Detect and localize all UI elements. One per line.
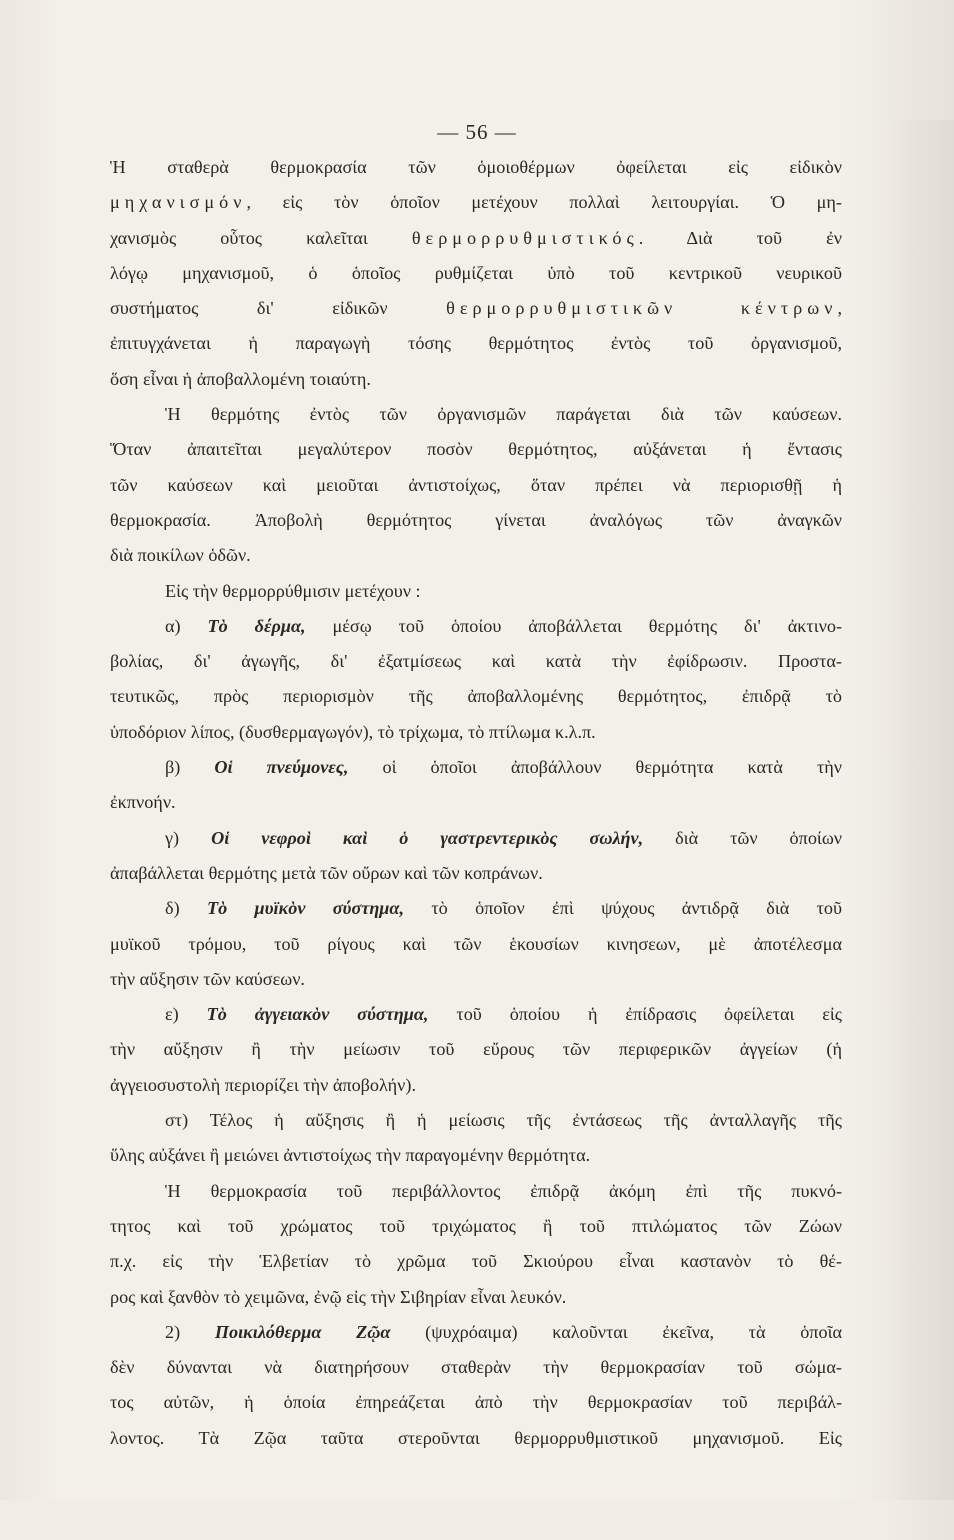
text-line [110, 1421, 842, 1456]
spaced-term: θερμορρυθμιστικός [411, 227, 639, 248]
text-line [110, 750, 842, 785]
text-run: μυϊκοῦ τρόμου, τοῦ ρίγους καὶ τῶν ἑκουσίων κινησεων, μὲ ἀποτέλεσμα [110, 933, 842, 954]
text-run: θερμοκρασία. Ἀποβολὴ θερμότητος γίνεται ἀναλόγως τῶν ἀναγκῶν [110, 509, 842, 530]
text-run: Ὅταν ἀπαιτεῖται μεγαλύτερον ποσὸν θερμότητος, αὐξάνεται ἡ ἔντασις [110, 439, 842, 460]
text-line [110, 1103, 842, 1138]
text-line [110, 715, 842, 750]
body-text [110, 150, 842, 1456]
text-run: συστήματος δι' εἰδικῶν [110, 298, 447, 319]
text-run: τος αὐτῶν, ἡ ὁποία ἐπηρεάζεται ἀπὸ τὴν θερμοκρασίαν τοῦ περιβάλ- [110, 1392, 842, 1413]
text-run: χανισμὸς οὗτος καλεῖται [110, 227, 412, 248]
text-line [110, 397, 842, 432]
text-line [110, 679, 842, 714]
emphasized-term: Οἱ πνεύμονες, [214, 757, 349, 778]
text-line [110, 1209, 842, 1244]
text-run: διὰ ποικίλων ὁδῶν. [110, 545, 251, 566]
text-run: (ψυχρόαιμα) καλοῦνται ἐκεῖνα, τὰ ὁποῖα [390, 1321, 842, 1342]
text-run: τὴν αὔξησιν τῶν καύσεων. [110, 968, 305, 989]
text-line [110, 1138, 842, 1173]
spaced-term: θερμορρυθμιστικῶν κέντρων [446, 298, 838, 319]
text-run: Ἡ θερμοκρασία τοῦ περιβάλλοντος ἐπιδρᾷ ἀκόμη ἐπὶ τῆς πυκνό- [165, 1180, 842, 1201]
emphasized-term: Οἱ νεφροὶ καὶ ὁ γαστρεντερικὸς σωλήν, [211, 827, 644, 848]
spaced-term: μηχανισμόν [110, 192, 247, 213]
text-run: τὸ ὁποῖον ἐπὶ ψύχους ἀντιδρᾷ διὰ τοῦ [404, 898, 842, 919]
text-line [110, 1174, 842, 1209]
text-line [110, 1280, 842, 1315]
text-run: α) [165, 615, 208, 636]
text-line [110, 1032, 842, 1067]
text-line [110, 1350, 842, 1385]
text-line [110, 891, 842, 926]
text-run: οἱ ὁποῖοι ἀποβάλλουν θερμότητα κατὰ τὴν [348, 757, 842, 778]
text-run: ρος καὶ ξανθὸν τὸ χειμῶνα, ἐνῷ εἰς τὴν Σιβηρίαν εἶναι λευκόν. [110, 1286, 567, 1307]
text-line [110, 468, 842, 503]
text-run: ἀγγειοσυστολὴ περιορίζει τὴν ἀποβολήν). [110, 1074, 417, 1095]
text-run: 2) [165, 1321, 215, 1342]
text-line [110, 432, 842, 467]
text-line [110, 962, 842, 997]
text-run: π.χ. εἰς τὴν Ἑλβετίαν τὸ χρῶμα τοῦ Σκιούρου εἶναι καστανὸν τὸ θέ- [110, 1251, 842, 1272]
text-run: δὲν δύνανται νὰ διατηρήσουν σταθερὰν τὴν θερμοκρασίαν τοῦ σώμα- [110, 1357, 842, 1378]
text-run: ὑποδόριον λίπος, (δυσθερμαγωγόν), τὸ τρίχωμα, τὸ πτίλωμα κ.λ.π. [110, 721, 596, 742]
text-line [110, 256, 842, 291]
text-line [110, 609, 842, 644]
text-run: διὰ τῶν ὁποίων [643, 827, 843, 848]
text-run: τοῦ ὁποίου ἡ ἐπίδρασις ὀφείλεται εἰς [428, 1004, 842, 1025]
text-run: γ) [165, 827, 212, 848]
text-run: δ) [165, 898, 207, 919]
text-run: λοντος. Τὰ Ζῷα ταῦτα στεροῦνται θερμορρυθμιστικοῦ μηχανισμοῦ. Εἰς [110, 1427, 842, 1448]
text-run: , εἰς τὸν ὁποῖον μετέχουν πολλαὶ λειτουργίαι. Ὁ μη- [246, 192, 842, 213]
text-run: ἐπιτυγχάνεται ἡ παραγωγὴ τόσης θερμότητος ἐντὸς τοῦ ὀργανισμοῦ, [110, 333, 842, 354]
text-run: β) [165, 757, 215, 778]
text-line [110, 185, 842, 220]
text-line [110, 1385, 842, 1420]
text-line [110, 574, 842, 609]
text-run: , [837, 298, 842, 319]
text-line [110, 856, 842, 891]
text-run: ὕλης αὐξάνει ἢ μειώνει ἀντιστοίχως τὴν παραγομένην θερμότητα. [110, 1145, 591, 1166]
text-line [110, 150, 842, 185]
text-run: Ἡ θερμότης ἐντὸς τῶν ὀργανισμῶν παράγεται διὰ τῶν καύσεων. [165, 404, 842, 425]
text-line [110, 503, 842, 538]
text-run: ὅση εἶναι ἡ ἀποβαλλομένη τοιαύτη. [110, 368, 371, 389]
text-line [110, 221, 842, 256]
emphasized-term: Τὸ ἀγγειακὸν σύστημα, [206, 1004, 429, 1025]
emphasized-term: Τὸ μυϊκὸν σύστημα, [206, 898, 405, 919]
text-line [110, 821, 842, 856]
emphasized-term: Ποικιλόθερμα Ζῷα [214, 1321, 391, 1342]
emphasized-term: Τὸ δέρμα, [207, 615, 306, 636]
text-run: μέσῳ τοῦ ὁποίου ἀποβάλλεται θερμότης δι' ἀκτινο- [305, 615, 843, 636]
text-run: ἐκπνοήν. [110, 792, 176, 813]
text-line [110, 1315, 842, 1350]
text-line [110, 785, 842, 820]
text-run: Εἰς τὴν θερμορρύθμισιν μετέχουν : [165, 580, 421, 601]
text-run: ἀπαβάλλεται θερμότης μετὰ τῶν οὔρων καὶ τῶν κοπράνων. [110, 862, 543, 883]
text-line [110, 291, 842, 326]
text-line [110, 997, 842, 1032]
text-run: ε) [165, 1004, 207, 1025]
text-run: βολίας, δι' ἀγωγῆς, δι' ἐξατμίσεως καὶ κατὰ τὴν ἐφίδρωσιν. Προστα- [110, 651, 842, 672]
text-run: τῶν καύσεων καὶ μειοῦται ἀντιστοίχως, ὅταν πρέπει νὰ περιορισθῇ ἡ [110, 474, 842, 495]
text-run: λόγῳ μηχανισμοῦ, ὁ ὁποῖος ρυθμίζεται ὑπὸ τοῦ κεντρικοῦ νευρικοῦ [110, 262, 842, 283]
text-line [110, 326, 842, 361]
text-line [110, 1244, 842, 1279]
text-run: τὴν αὔξησιν ἢ τὴν μείωσιν τοῦ εὔρους τῶν περιφερικῶν ἀγγείων (ἡ [110, 1039, 842, 1060]
text-line [110, 1068, 842, 1103]
text-line [110, 538, 842, 573]
text-line [110, 927, 842, 962]
text-run: τητος καὶ τοῦ χρώματος τοῦ τριχώματος ἢ τοῦ πτιλώματος τῶν Ζώων [110, 1215, 842, 1236]
text-run: στ) Τέλος ἡ αὔξησις ἢ ἡ μείωσις τῆς ἐντάσεως τῆς ἀνταλλαγῆς τῆς [165, 1110, 842, 1131]
page-number: — 56 — [437, 120, 517, 144]
text-line [110, 362, 842, 397]
show-through-shadow [884, 120, 954, 1540]
text-run: Ἡ σταθερὰ θερμοκρασία τῶν ὁμοιοθέρμων ὀφείλεται εἰς εἰδικὸν [110, 157, 842, 177]
text-run: τευτικῶς, πρὸς περιορισμὸν τῆς ἀποβαλλομένης θερμότητος, ἐπιδρᾷ τὸ [110, 686, 842, 707]
text-run: . Διὰ τοῦ ἐν [638, 227, 842, 248]
text-line [110, 644, 842, 679]
